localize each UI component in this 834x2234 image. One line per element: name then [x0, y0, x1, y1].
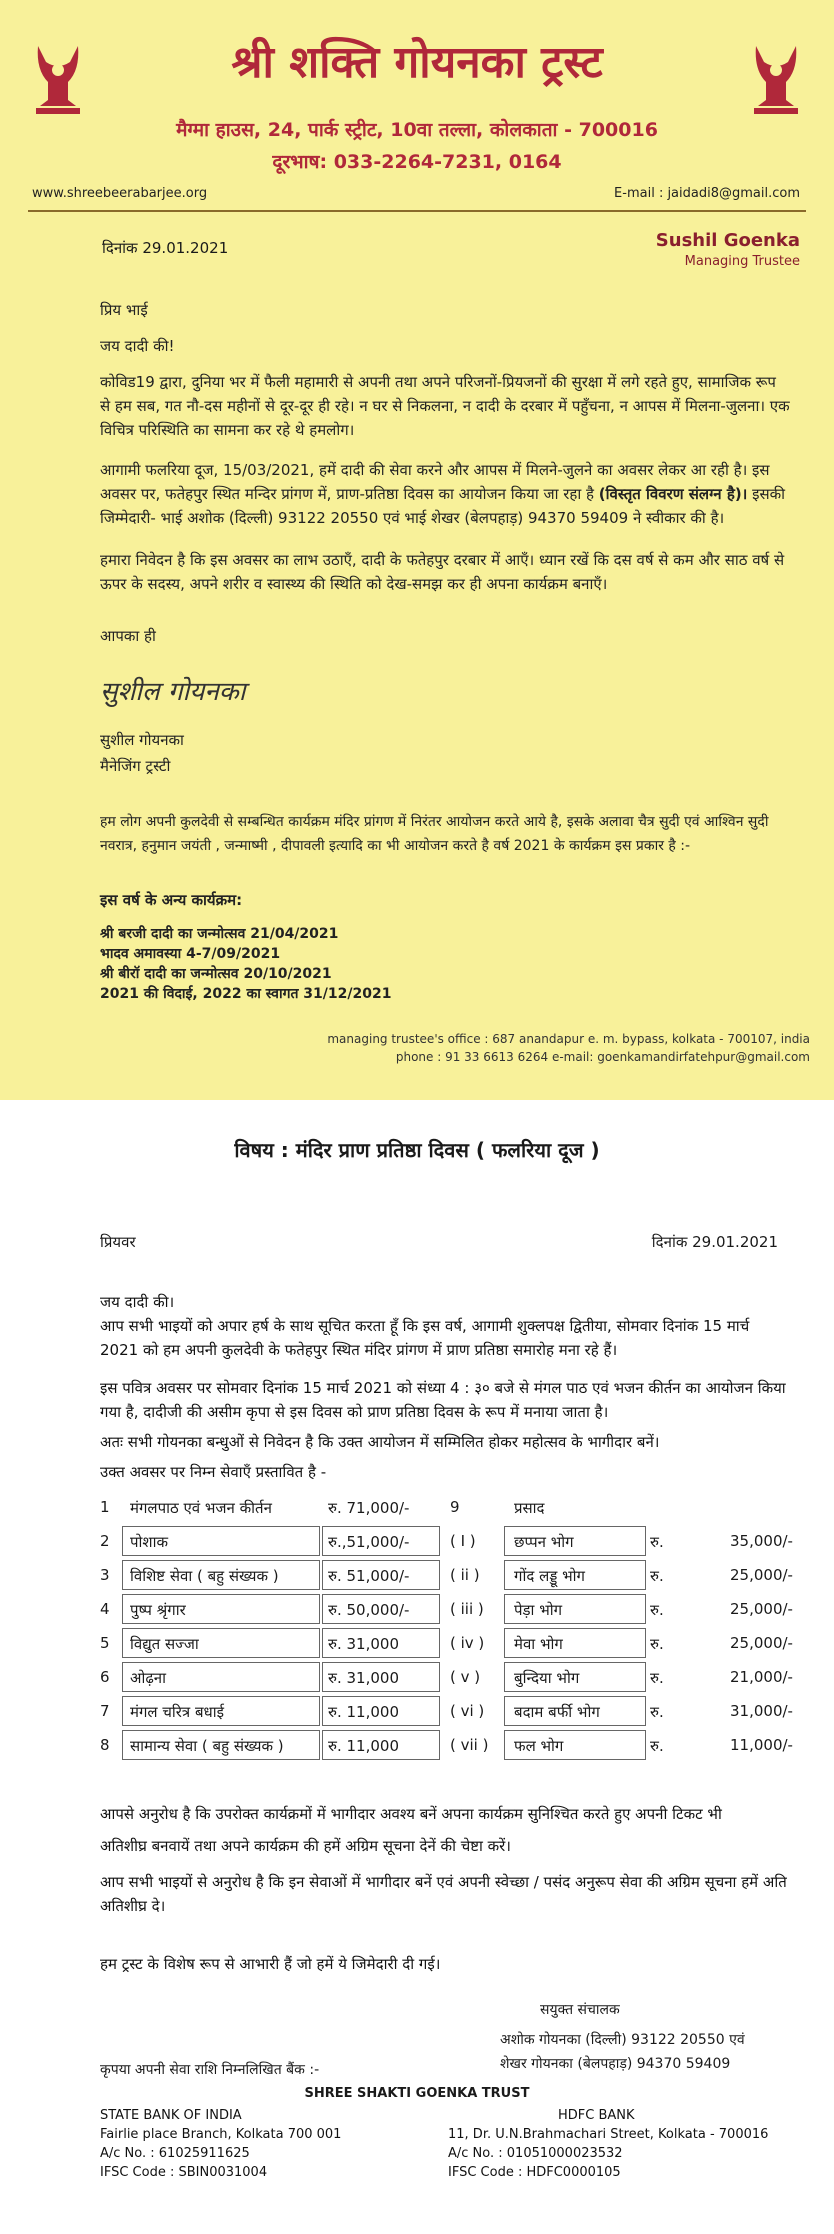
sub-service-name: गोंद लड्डू भोग: [514, 1567, 586, 1585]
trust-phone: दूरभाष: 033-2264-7231, 0164: [272, 151, 562, 173]
sub-service-name: फल भोग: [514, 1737, 564, 1755]
paragraph-3: हमारा निवेदन है कि इस अवसर का लाभ उठाएँ, दादी के फतेहपुर दरबार में आएँ। ध्यान रखें कि दस वर्ष से कम और साठ वर्ष से ऊपर के सदस्य, अपने शरीर व स्वास्थ्य की स्थिति को देख-समझ कर ही अपना कार्यक्रम बनाएँ।: [100, 551, 785, 593]
table-row: [100, 1628, 800, 1660]
bank-branch: Fairlie place Branch, Kolkata 700 001: [100, 2127, 342, 2142]
services-intro: उक्त अवसर पर निम्न सेवाएँ प्रस्तावित है -: [100, 1463, 327, 1481]
paragraph-1: आप सभी भाइयों को अपार हर्ष के साथ सूचित करता हूँ कि इस वर्ष, आगामी शुक्लपक्ष द्वितीया, सोमवार दिनांक 15 मार्च 2021 को हम अपनी कुलदेवी के फतेहपुर स्थित मंदिर प्रांगण में प्राण प्रतिष्ठा समारोह मना रहे हैं।: [100, 1317, 750, 1359]
service-name: ओढ़ना: [130, 1669, 167, 1687]
service-amount: रु.,51,000/-: [328, 1533, 410, 1551]
sub-service-amount: 25,000/-: [730, 1566, 793, 1584]
service-name: विशिष्ट सेवा ( बहु संख्यक ): [130, 1567, 279, 1585]
paragraph-1: कोविड19 द्वारा, दुनिया भर में फैली महामारी से अपनी तथा अपने परिजनों-प्रियजनों की सुरक्षा में लगे रहते हुए, सामाजिक रूप से हम सब, गत नौ-दस महीनों से दूर-दूर ही रहे। न घर से निकलना, न दादी के दरबार में पहुँचना, न आपस में मिलना-जुलना। एक विचित्र परिस्थिति का सामना कर रहे थे हमलोग।: [100, 373, 790, 439]
bank-name: HDFC BANK: [558, 2108, 635, 2123]
paragraph-2: [100, 458, 790, 530]
greeting: जय दादी की।: [100, 1293, 175, 1311]
service-amount: रु. 11,000: [328, 1737, 399, 1755]
office-address: managing trustee's office : 687 anandapur e. m. bypass, kolkata - 700107, india: [327, 1032, 810, 1046]
title-hindi: मैनेजिंग ट्रस्टी: [100, 757, 171, 775]
bank-account: A/c No. : 61025911625: [100, 2146, 250, 2161]
sub-service-currency: रु.: [650, 1635, 664, 1653]
events-heading: इस वर्ष के अन्य कार्यक्रम:: [100, 891, 243, 909]
service-amount: रु. 11,000: [328, 1703, 399, 1721]
paragraph-2-text-c: इसकी जिम्मेदारी- भाई अशोक (दिल्ली) 93122 20550 एवं भाई शेखर (बेलपहाड़) 94370 59409 ने स्वीकार की है।: [100, 485, 786, 527]
sub-service-number: ( I ): [450, 1532, 476, 1550]
convenor-2: शेखर गोयनका (बेलपहाड़) 94370 59409: [500, 2056, 731, 2072]
service-name: पुष्प श्रृंगार: [130, 1601, 186, 1619]
event-item: भादव अमावस्या 4-7/09/2021: [100, 946, 281, 962]
service-amount: रु. 31,000: [328, 1669, 399, 1687]
table-row: [100, 1560, 800, 1592]
handwritten-signature: सुशील गोयनका: [100, 677, 246, 707]
service-number: 5: [100, 1634, 110, 1652]
sub-service-currency: रु.: [650, 1567, 664, 1585]
convenor-title: सयुक्त संचालक: [540, 2002, 620, 2018]
paragraph-3: अतः सभी गोयनका बन्धुओं से निवेदन है कि उक्त आयोजन में सम्मिलित होकर महोत्सव के भागीदार बनें।: [100, 1433, 660, 1451]
table-row: [100, 1492, 800, 1524]
service-number: 7: [100, 1702, 110, 1720]
office-contact: phone : 91 33 6613 6264 e-mail: goenkamandirfatehpur@gmail.com: [395, 1050, 810, 1064]
sub-service-amount: 25,000/-: [730, 1600, 793, 1618]
paragraph-2-details-note: (विस्तृत विवरण संलग्न है)।: [598, 485, 748, 503]
event-item: श्री बीरॉ दादी का जन्मोत्सव 20/10/2021: [100, 966, 332, 982]
sub-service-currency: रु.: [650, 1669, 664, 1687]
paragraph-6: हम ट्रस्ट के विशेष रूप से आभारी हैं जो हमें ये जिमेदारी दी गई।: [100, 1955, 441, 1973]
paragraph-2: इस पवित्र अवसर पर सोमवार दिनांक 15 मार्च 2021 को संध्या 4 : ३० बजे से मंगल पाठ एवं भजन कीर्तन का आयोजन किया गया है, दादीजी की असीम कृपा से इस दिवस को प्राण प्रतिष्ठा दिवस के रूप में मनाया जाता है।: [100, 1379, 786, 1421]
service-amount: रु. 51,000/-: [328, 1567, 410, 1585]
service-number: 4: [100, 1600, 110, 1618]
trust-address: मैग्मा हाउस, 24, पार्क स्ट्रीट, 10वा तल्ला, कोलकाता - 700016: [176, 119, 658, 141]
sub-service-amount: 25,000/-: [730, 1634, 793, 1652]
letter-date: दिनांक 29.01.2021: [651, 1233, 778, 1251]
service-number: 8: [100, 1736, 110, 1754]
paragraph-4a: आपसे अनुरोध है कि उपरोक्त कार्यक्रमों में भागीदार अवश्य बनें अपना कार्यक्रम सुनिश्चित करते हुए अपनी टिकट भी: [100, 1805, 722, 1823]
events-list: [100, 924, 790, 1004]
table-row: [100, 1730, 800, 1762]
sub-service-amount: 35,000/-: [730, 1532, 793, 1550]
services-table: [0, 1492, 834, 1772]
service-number: 2: [100, 1532, 110, 1550]
service-number: 6: [100, 1668, 110, 1686]
greeting: जय दादी की!: [100, 337, 175, 355]
table-row: [100, 1696, 800, 1728]
sub-service-number: ( vi ): [450, 1702, 485, 1720]
bank-ifsc: IFSC Code : HDFC0000105: [448, 2165, 621, 2180]
sub-service-currency: रु.: [650, 1737, 664, 1755]
letter-page-2: [0, 1100, 834, 2234]
signatory-name: Sushil Goenka: [655, 230, 800, 251]
table-row: [100, 1662, 800, 1694]
signatory-title: Managing Trustee: [684, 254, 800, 269]
table-row: [100, 1594, 800, 1626]
service-number: 1: [100, 1498, 110, 1516]
service-name: मंगलपाठ एवं भजन कीर्तन: [130, 1499, 272, 1517]
sub-service-number: 9: [450, 1498, 460, 1516]
sub-service-name: मेवा भोग: [514, 1635, 563, 1653]
sub-service-amount: 11,000/-: [730, 1736, 793, 1754]
sub-service-name: प्रसाद: [514, 1499, 545, 1517]
service-amount: रु. 50,000/-: [328, 1601, 410, 1619]
sub-service-number: ( ii ): [450, 1566, 480, 1584]
sub-service-amount: 21,000/-: [730, 1668, 793, 1686]
sub-service-amount: 31,000/-: [730, 1702, 793, 1720]
sub-service-number: ( iv ): [450, 1634, 485, 1652]
sub-service-name: छप्पन भोग: [514, 1533, 574, 1551]
sub-service-name: बदाम बर्फी भोग: [514, 1703, 600, 1721]
sub-service-number: ( vii ): [450, 1736, 489, 1754]
sub-service-number: ( v ): [450, 1668, 481, 1686]
bank-request: कृपया अपनी सेवा राशि निम्नलिखित बैंक :-: [100, 2062, 320, 2078]
letter-date: दिनांक 29.01.2021: [102, 239, 229, 257]
event-item: 2021 की विदाई, 2022 का स्वागत 31/12/2021: [100, 986, 392, 1002]
service-name: मंगल चरित्र बधाई: [130, 1703, 224, 1721]
table-row: [100, 1526, 800, 1558]
service-name: पोशाक: [130, 1533, 169, 1551]
paragraph-4b: अतिशीघ्र बनवायें तथा अपने कार्यक्रम की हमें अग्रिम सूचना देनें की चेष्टा करें।: [100, 1837, 511, 1855]
bank-sbi: [100, 2106, 341, 2182]
convenor-1: अशोक गोयनका (दिल्ली) 93122 20550 एवं: [500, 2032, 745, 2048]
bank-branch: 11, Dr. U.N.Brahmachari Street, Kolkata - 700016: [448, 2127, 769, 2142]
paragraph-2-text-a: आगामी फलरिया दूज, 15/03/2021, हमें दादी की सेवा करने और आपस में मिलने-जुलने का अवसर लेकर आ रही है। इस अवसर पर, फतेहपुर स्थित मन्दिर प्रांगण में, प्राण-प्रतिष्ठा दिवस का आयोजन किया जा रहा है: [100, 461, 770, 503]
event-item: श्री बरजी दादी का जन्मोत्सव 21/04/2021: [100, 926, 339, 942]
service-amount: रु. 31,000: [328, 1635, 399, 1653]
sub-service-currency: रु.: [650, 1533, 664, 1551]
salutation: प्रियवर: [100, 1233, 136, 1251]
paragraph-4: हम लोग अपनी कुलदेवी से सम्बन्धित कार्यक्रम मंदिर प्रांगण में निरंतर आयोजन करते आये है, इसके अलावा चैत्र सुदी एवं आश्विन सुदी नवरात्र, हनुमान जयंती , जन्माष्मी , दीपावली इत्यादि का भी आयोजन करते है वर्ष 2021 के कार्यक्रम इस प्रकार है :-: [100, 814, 769, 854]
sub-service-currency: रु.: [650, 1703, 664, 1721]
salutation: प्रिय भाई: [100, 301, 148, 319]
closing: आपका ही: [100, 627, 156, 645]
sub-service-currency: रु.: [650, 1601, 664, 1619]
trust-title: श्री शक्ति गोयनका ट्रस्ट: [231, 37, 603, 88]
sub-service-number: ( iii ): [450, 1600, 484, 1618]
service-name: विद्युत सज्जा: [130, 1635, 199, 1653]
sub-service-name: बुन्दिया भोग: [514, 1669, 580, 1687]
service-name: सामान्य सेवा ( बहु संख्यक ): [130, 1737, 284, 1755]
header-divider: [28, 210, 806, 212]
sub-service-name: पेड़ा भोग: [514, 1601, 563, 1619]
trust-name: SHREE SHAKTI GOENKA TRUST: [304, 2086, 530, 2101]
bank-account: A/c No. : 01051000023532: [448, 2146, 623, 2161]
bank-hdfc: [448, 2106, 768, 2182]
service-amount: रु. 71,000/-: [328, 1499, 410, 1517]
bank-ifsc: IFSC Code : SBIN0031004: [100, 2165, 268, 2180]
letter-page-1: [0, 0, 834, 1100]
subject-line: विषय : मंदिर प्राण प्रतिष्ठा दिवस ( फलरिया दूज ): [234, 1138, 600, 1162]
name-hindi: सुशील गोयनका: [100, 731, 184, 749]
paragraph-5: आप सभी भाइयों से अनुरोध है कि इन सेवाओं में भागीदार बनें एवं अपनी स्वेच्छा / पसंद अनुरूप सेवा की अग्रिम सूचना हमें अति अतिशीघ्र दे।: [100, 1873, 787, 1915]
bank-name: STATE BANK OF INDIA: [100, 2108, 242, 2123]
website-link[interactable]: www.shreebeerabarjee.org: [32, 186, 208, 201]
email-link[interactable]: E-mail : jaidadi8@gmail.com: [614, 186, 800, 201]
service-number: 3: [100, 1566, 110, 1584]
